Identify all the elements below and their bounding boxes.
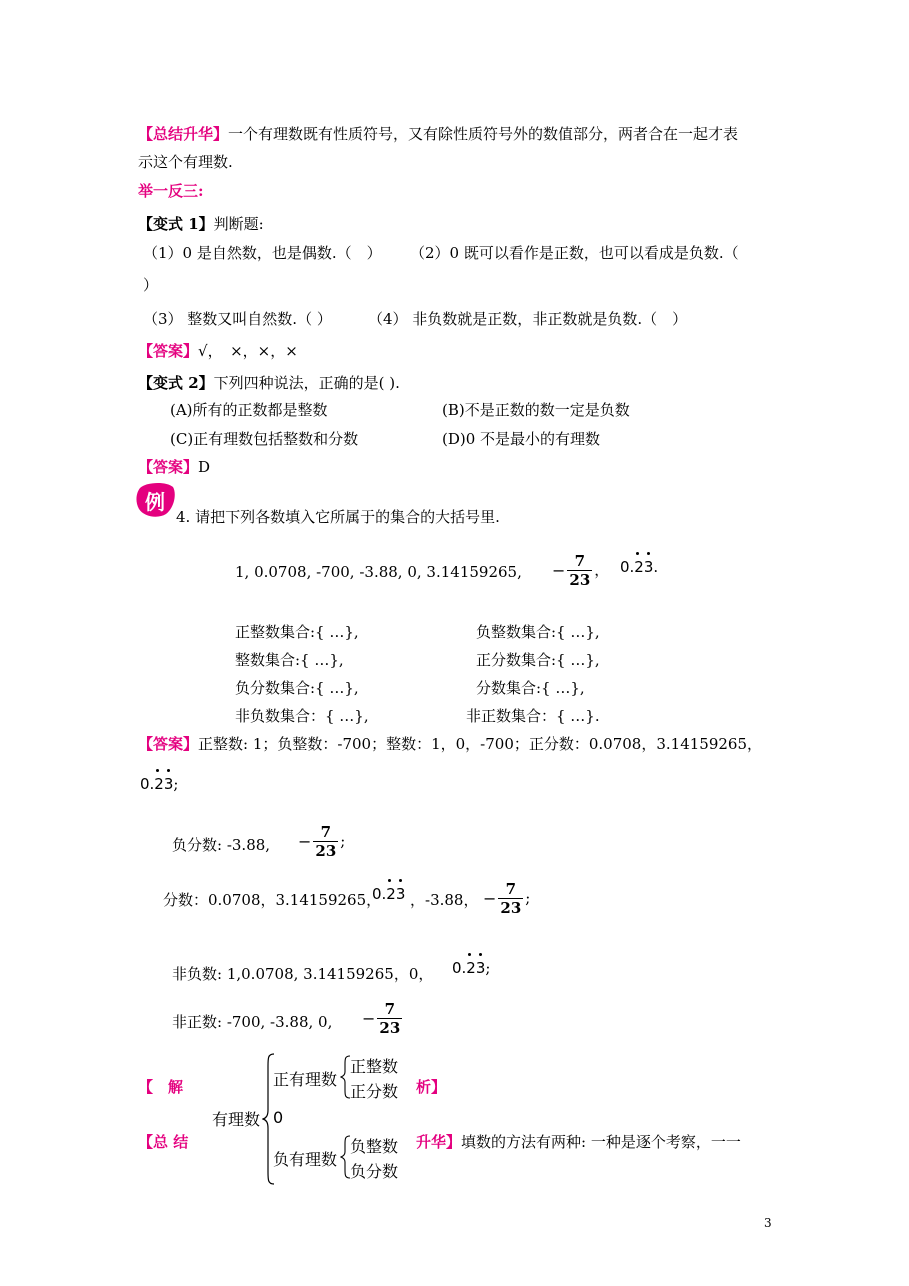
variant1-header <box>138 214 264 234</box>
frac-denominator: 23 <box>379 1019 401 1037</box>
option-d: (D)0 不是最小的有理数 <box>442 430 601 448</box>
semicolon: ; <box>485 959 491 977</box>
answer4-nonneg-repeating <box>452 958 490 978</box>
minus-sign: − <box>483 889 497 908</box>
variant1-tag: 【变式 1】 <box>138 215 214 233</box>
tree-root: 有理数 <box>212 1110 261 1129</box>
answer4-line1 <box>138 734 762 754</box>
example-badge-icon <box>136 482 176 518</box>
summary-text-line1: 一个有理数既有性质符号，又有除性质符号外的数值部分，两者合在一起才表 <box>228 125 739 143</box>
number-list: 1, 0.0708, -700, -3.88, 0, 3.14159265, <box>235 563 522 581</box>
frac-denominator: 23 <box>500 899 522 917</box>
summary2-tag-right: 升华】 <box>416 1133 462 1151</box>
repeating-value: 0.23 <box>620 558 654 576</box>
semicolon: ; <box>525 889 531 907</box>
semicolon: ; <box>173 775 179 793</box>
summary-tag: 【总结升华】 <box>138 125 229 143</box>
variant2-title: 下列四种说法，正确的是( ). <box>213 374 400 392</box>
example-badge-label: 例 <box>145 490 165 514</box>
answer-tag: 【答案】 <box>138 342 199 360</box>
variant1-answer <box>138 341 298 361</box>
tree-positive: 正有理数 <box>273 1070 338 1089</box>
tree-positive-fraction: 正分数 <box>350 1082 399 1101</box>
answer-text: D <box>198 458 211 476</box>
set-integers: 整数集合:{ …}, <box>235 651 344 669</box>
answer4-nonneg-label: 非负数: 1,0.0708, 3.14159265，0， <box>172 965 434 983</box>
example-question: 4. 请把下列各数填入它所属于的集合的大括号里. <box>176 508 500 526</box>
variant1-q2: （2）0 既可以看作是正数，也可以看成是负数.（ <box>410 244 739 262</box>
semicolon: ; <box>340 832 346 850</box>
minus-sign: − <box>362 1009 376 1028</box>
section-title: 举一反三: <box>138 182 204 200</box>
tree-zero: 0 <box>273 1108 284 1127</box>
analysis-tag-right: 析】 <box>416 1078 447 1096</box>
set-fractions: 分数集合:{ …}, <box>476 679 585 697</box>
answer-tag: 【答案】 <box>138 458 199 476</box>
tree-negative: 负有理数 <box>273 1150 338 1169</box>
summary2-text: 填数的方法有两种: 一种是逐个考察，一一 <box>461 1133 741 1151</box>
answer4-repeating <box>140 774 178 794</box>
option-b: (B)不是正数的数一定是负数 <box>442 401 630 419</box>
set-negative-fractions: 负分数集合:{ …}, <box>235 679 359 697</box>
answer-text: √， ×，×，× <box>198 342 298 360</box>
minus-sign: − <box>298 832 312 851</box>
answer4-text: 正整数: 1；负整数：-700；整数：1，0，-700；正分数：0.0708，3.14159265， <box>198 735 763 753</box>
set-positive-integers: 正整数集合:{ …}, <box>235 623 359 641</box>
repeating-value: 0.23 <box>140 775 174 793</box>
answer4-nonpos-label: 非正数: -700, -3.88, 0, <box>172 1013 333 1031</box>
analysis-tag-left: 【 解 <box>138 1078 184 1096</box>
frac-denominator: 23 <box>569 571 591 589</box>
repeating-value: 0.23 <box>372 885 406 903</box>
answer4-frac-tail: ，-3.88， <box>410 891 479 909</box>
fraction-neg-7-23 <box>298 823 345 860</box>
variant2-answer <box>138 457 210 477</box>
frac-denominator: 23 <box>315 842 337 860</box>
fraction-neg-7-23 <box>362 1000 404 1037</box>
variant1-q3: （3） 整数又叫自然数.（ ） <box>143 310 332 328</box>
variant1-q2-cont: ） <box>143 276 159 294</box>
set-positive-fractions: 正分数集合:{ …}, <box>476 651 600 669</box>
page-number: 3 <box>764 1216 772 1230</box>
variant1-q4: （4） 非负数就是正数，非正数就是负数.（ ） <box>368 310 688 328</box>
option-a: (A)所有的正数都是整数 <box>170 401 328 419</box>
frac-numerator: 7 <box>505 880 517 898</box>
summary2-tag-left: 【总 结 <box>138 1133 189 1151</box>
repeating-decimal: 0.23 . <box>620 557 658 577</box>
frac-numerator: 7 <box>320 823 332 841</box>
fraction-neg-7-23 <box>483 880 530 917</box>
tree-positive-integer: 正整数 <box>350 1057 399 1076</box>
set-nonnegative: 非负数集合：{ …}, <box>235 707 369 725</box>
minus-sign: − <box>552 561 566 580</box>
set-negative-integers: 负整数集合:{ …}, <box>476 623 600 641</box>
summary2-line <box>416 1132 741 1152</box>
tree-negative-integer: 负整数 <box>350 1137 399 1156</box>
answer4-frac-label: 分数：0.0708，3.14159265， <box>163 891 382 909</box>
fraction-neg-7-23: − $\frac{7}{23}$ ， <box>552 552 610 589</box>
variant1-q1: （1）0 是自然数，也是偶数.（ ） <box>143 244 382 262</box>
option-c: (C)正有理数包括整数和分数 <box>170 430 359 448</box>
variant1-title: 判断题: <box>213 215 264 233</box>
variant2-tag: 【变式 2】 <box>138 374 214 392</box>
repeating-value: 0.23 <box>452 959 486 977</box>
frac-numerator: 7 <box>384 1000 396 1018</box>
frac-numerator: 7 <box>574 552 586 570</box>
summary-text-line2: 示这个有理数. <box>138 153 233 171</box>
summary-paragraph <box>138 124 738 144</box>
tree-negative-fraction: 负分数 <box>350 1162 399 1181</box>
variant2-header <box>138 373 400 393</box>
set-nonpositive: 非正数集合：{ …}. <box>466 707 600 725</box>
answer-tag: 【答案】 <box>138 735 199 753</box>
answer4-negfrac-label: 负分数: -3.88, <box>172 836 271 854</box>
answer4-frac-repeating <box>372 884 405 903</box>
